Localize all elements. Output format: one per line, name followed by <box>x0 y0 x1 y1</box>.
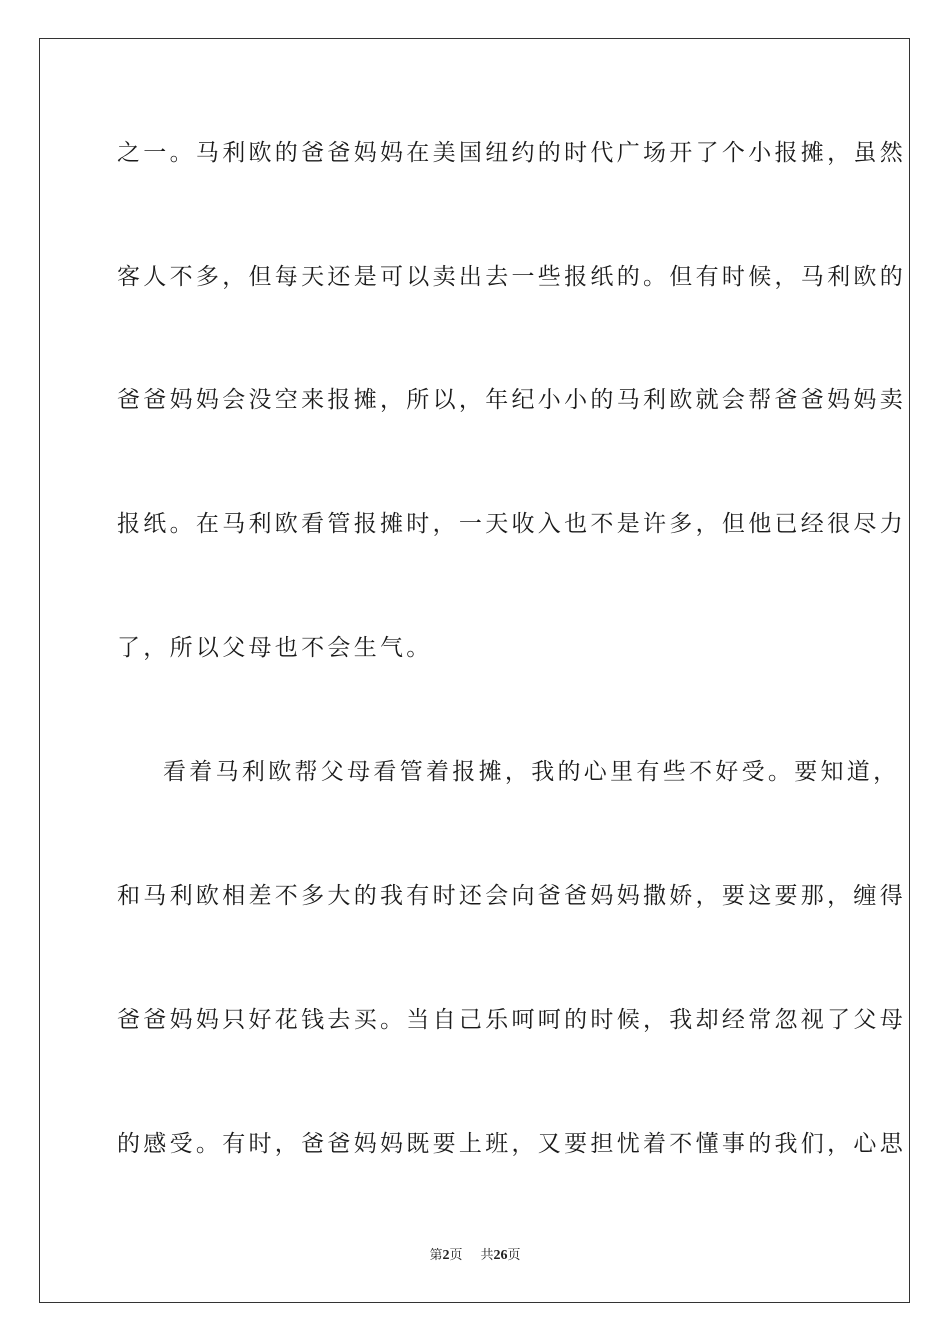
text-line: 客人不多，但每天还是可以卖出去一些报纸的。但有时候，马利欧的 <box>117 264 906 290</box>
page-border <box>39 38 910 1303</box>
text-line: 报纸。在马利欧看管报摊时，一天收入也不是许多，但他已经很尽力 <box>117 511 906 537</box>
paragraph-start-line: 看着马利欧帮父母看管着报摊，我的心里有些不好受。要知道， <box>163 759 900 785</box>
total-pages: 26 <box>493 1248 508 1263</box>
text-line: 和马利欧相差不多大的我有时还会向爸爸妈妈撒娇，要这要那，缠得 <box>117 883 906 909</box>
text-line: 爸爸妈妈会没空来报摊，所以，年纪小小的马利欧就会帮爸爸妈妈卖 <box>117 387 906 413</box>
total-suffix: 页 <box>507 1248 521 1263</box>
page-prefix: 第 <box>429 1248 443 1263</box>
text-line: 爸爸妈妈只好花钱去买。当自己乐呵呵的时候，我却经常忽视了父母 <box>117 1007 906 1033</box>
page-number: 2 <box>442 1248 450 1263</box>
text-line: 了，所以父母也不会生气。 <box>117 635 433 661</box>
page-footer <box>0 1247 950 1265</box>
text-line: 的感受。有时，爸爸妈妈既要上班，又要担忧着不懂事的我们，心思 <box>117 1131 906 1157</box>
page-suffix: 页 <box>449 1248 463 1263</box>
text-line: 之一。马利欧的爸爸妈妈在美国纽约的时代广场开了个小报摊，虽然 <box>117 140 906 166</box>
total-prefix: 共 <box>480 1248 494 1263</box>
